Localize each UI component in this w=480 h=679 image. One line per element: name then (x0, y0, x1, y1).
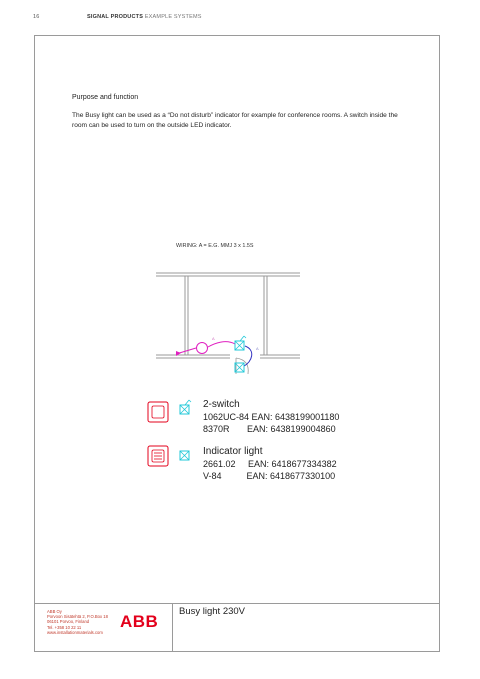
indicator-product-icon (148, 446, 168, 466)
footer-divider (34, 603, 440, 604)
switch-symbol (235, 336, 246, 350)
indicator-code-1: 2661.02 EAN: 6418677334382 (203, 459, 337, 469)
footer-vertical-divider (172, 603, 173, 652)
company-address: ABB Oy Porvoon Sisätehtä 2, P.O.Box 18 06101 Porvoo, Finland Tel. +358 10 22 11 www.installationmaterials.com (47, 609, 108, 635)
abb-logo: ABB (120, 612, 159, 631)
product-name: Busy light 230V (179, 606, 246, 617)
indicator-title: Indicator light (203, 446, 263, 457)
wiring-label: WIRING: A = E.G. MMJ 3 x 1.5S (176, 243, 254, 249)
page-number: 16 (33, 14, 40, 20)
indicator-legend-symbol (180, 451, 189, 460)
junction-box (197, 343, 208, 354)
switch-code-2: 8370R EAN: 6438199004860 (203, 424, 336, 434)
header-brand: SIGNAL PRODUCTS (87, 14, 144, 20)
purpose-text: The Busy light can be used as a “Do not disturb” indicator for example for conference rooms. A switch inside the room can be used to turn on the outside LED indicator. (72, 112, 398, 129)
switch-code-1: 1062UC-84 EAN: 6438199001180 (203, 412, 340, 422)
room-walls (156, 273, 300, 358)
wire-magenta (208, 342, 235, 347)
switch-product-icon (148, 402, 168, 422)
wire-blue (244, 346, 252, 366)
switch-legend-symbol (180, 400, 191, 414)
wire-label-a2: A (256, 346, 259, 351)
indicator-code-2: V-84 EAN: 6418677330100 (203, 471, 336, 481)
purpose-title: Purpose and function (72, 94, 139, 101)
switch-title: 2-switch (203, 399, 240, 410)
header-section: EXAMPLE SYSTEMS (143, 14, 202, 20)
wire-label-a: A (212, 336, 215, 341)
